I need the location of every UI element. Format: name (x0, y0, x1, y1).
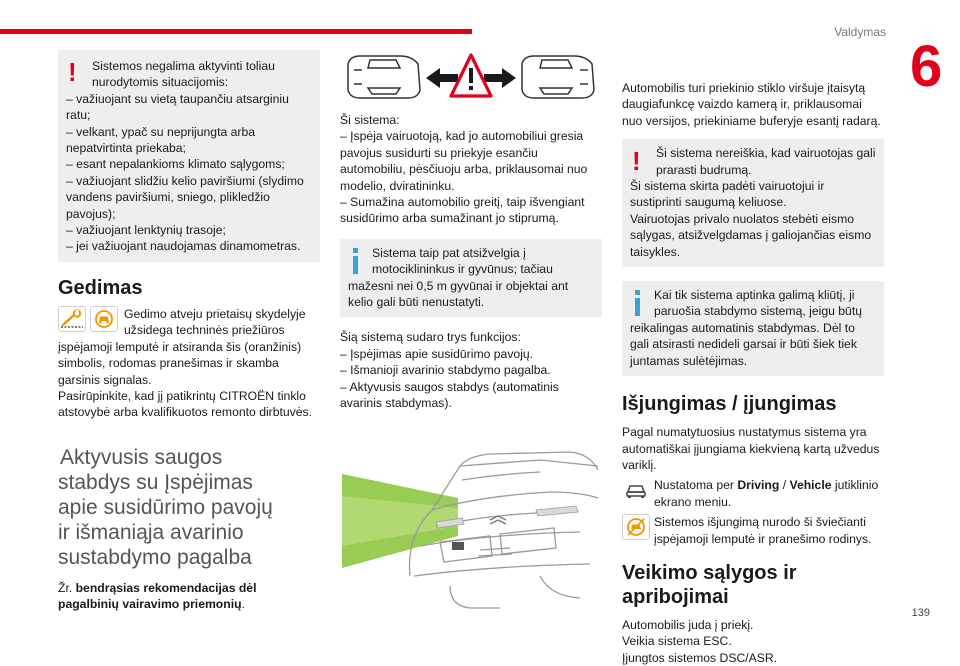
info-braking-intro: Kai tik sistema aptinka galimą kliūtį, ji paruošia stabdymo sistemą, jeigu būtų (654, 288, 862, 319)
warning-box-conditions (58, 50, 320, 262)
info-icon (635, 290, 640, 316)
front-car-icon (522, 56, 594, 98)
section-title-line-4: ir išmaniąja avarinio (58, 520, 244, 544)
radar-sensor (452, 542, 464, 550)
section-name: Valdymas (834, 25, 886, 39)
chapter-badge (900, 24, 960, 112)
conditions-text: Automobilis juda į priekį. Veikia sistema ESC. Įjungtos sistemos DSC/ASR. (622, 617, 778, 665)
car-radar-illustration (340, 426, 602, 616)
onoff-text: Pagal numatytuosius nustatymus sistema yra automatiškai įjungiama kiekvieną kartą užvedus variklį. (622, 425, 880, 472)
fault-heading: Gedimas (58, 276, 143, 299)
info-box-braking (622, 281, 884, 376)
warning-vigilance-text: Ši sistema skirta padėti vairuotojui ir sustiprinti saugumą keliuose. Vairuotojas privalo nuolatos stebėti eismo sąlygas, atsižvelgdamas į galiojančias eismo taisykles. (630, 179, 872, 259)
section-title-line-5: sustabdymo pagalba (58, 545, 252, 569)
steering-wheel-icon (622, 514, 650, 540)
warning-list: – važiuojant su vietą taupančiu atsarginiu ratu; – velkant, ypač su neprijungta arba nepatvirtinta priekaba; – esant nepalankioms klimato sąlygoms; – važiuojant slidžiu kelio paviršiumi (slydimo vandens paviršiumi, sniego, plikledžio pavojus); – važiuojant lenktynių trasoje; – jei važiuojant naudojamas dinamometras. (66, 91, 304, 254)
info-icon (353, 248, 358, 274)
off-indicator-text: Sistemos išjungimą nurodo ši šviečianti įspėjamoji lemputė ir pranešimo rodinys. (654, 515, 872, 546)
fault-row (58, 306, 320, 339)
functions-list: Šią sistemą sudaro trys funkcijos: – Įspėjimas apie susidūrimo pavojų. – Išmanioji avarinio stabdymo pagalba. – Aktyvusis saugos stabdys (automatinis avarinis stabdymas). (340, 330, 559, 411)
arrow-right-icon (484, 68, 516, 88)
column-right (622, 80, 884, 666)
column-left (58, 50, 320, 613)
camera-description: Automobilis turi priekinio stiklo viršuje įtaisytą daugiafunkcę vaizdo kamerą ir, priklausomai nuo versijos, priekiniame buferyje esantį radarą. (622, 81, 881, 128)
info-braking-text: reikalingas automatinis stabdymas. Dėl to gali atsirasti nedideli garsai ir būti šiek tiek juntamas sulėtėjimas. (630, 320, 857, 368)
warning-vigilance-intro: Ši sistema nereiškia, kad vairuotojas gali prarasti budrumą. (656, 146, 876, 177)
driving-prefix: Nustatoma per (654, 478, 738, 493)
off-indicator-row (622, 514, 884, 547)
info-intro: Sistema taip pat atsižvelgia į motociklininkus ir gyvūnus; tačiau (372, 245, 553, 277)
driving-bold-driving: Driving (737, 478, 780, 493)
info-text: mažesni nei 0,5 m gyvūnai ir objektai ant kelio gali būti nenustatyti. (348, 278, 569, 310)
onoff-heading: Išjungimas / įjungimas (622, 393, 837, 416)
conditions-heading: Veikimo sąlygos ir apribojimai (622, 561, 797, 608)
page-number: 139 (911, 607, 930, 619)
ref-suffix: . (241, 597, 245, 612)
chapter-number: 6 (910, 34, 943, 99)
warning-exclamation-icon: ! (68, 57, 77, 87)
driving-menu-text (654, 477, 884, 510)
driving-suffix: jutiklinio ekrano meniu. (654, 478, 879, 509)
recommendations-reference (58, 580, 320, 613)
driving-menu-row (622, 477, 884, 510)
section-title-line-1: Aktyvusis saugos (60, 445, 223, 469)
ref-prefix: Žr. (58, 580, 76, 595)
warning-box-vigilance (622, 139, 884, 267)
section-title-line-3: apie susidūrimo pavojų (58, 495, 273, 519)
car-menu-icon (622, 477, 650, 503)
info-box-motorcyclists (340, 239, 602, 318)
system-description: Ši sistema: – Įspėja vairuotoją, kad jo automobiliui gresia pavojus susidurti su priekyje esančiu automobiliu, pėsčiuoju arba, priklausomai nuo modelio, dviratininku. – Sumažina automobilio greitį, taip išvengiant susidūrimo arba sumažinant jo stiprumą. (340, 113, 588, 226)
top-accent-bar (0, 29, 472, 34)
driving-sep: / (779, 478, 790, 493)
collision-warning-illustration (340, 50, 602, 104)
service-wrench-icon (58, 306, 86, 332)
section-title (58, 445, 320, 570)
fault-intro: Gedimo atveju prietaisų skydelyje užsidega techninės priežiūros (124, 306, 306, 338)
collision-diagram (340, 50, 602, 106)
rear-car-icon (348, 56, 420, 98)
warning-intro: Sistemos negalima aktyvinti toliau nurodytomis situacijomis: (92, 59, 275, 90)
ref-bold: bendrąsias rekomendacijas dėl pagalbinių vairavimo priemonių (58, 580, 257, 612)
arrow-left-icon (426, 68, 458, 88)
fault-text: įspėjamoji lemputė ir atsiranda šis (oranžinis) simbolis, rodomas pranešimas ir skamba garsinis signalas. Pasirūpinkite, kad jį patikrintų CITROËN tinklo atstovybė arba kvalifikuotos remonto dirbtuvės. (58, 339, 313, 420)
vehicle-front-icon (90, 306, 118, 332)
driving-bold-vehicle: Vehicle (789, 478, 832, 493)
warning-exclamation-icon: ! (632, 146, 641, 177)
column-middle (340, 50, 602, 616)
section-title-line-2: stabdys su Įspėjimas (58, 470, 253, 494)
